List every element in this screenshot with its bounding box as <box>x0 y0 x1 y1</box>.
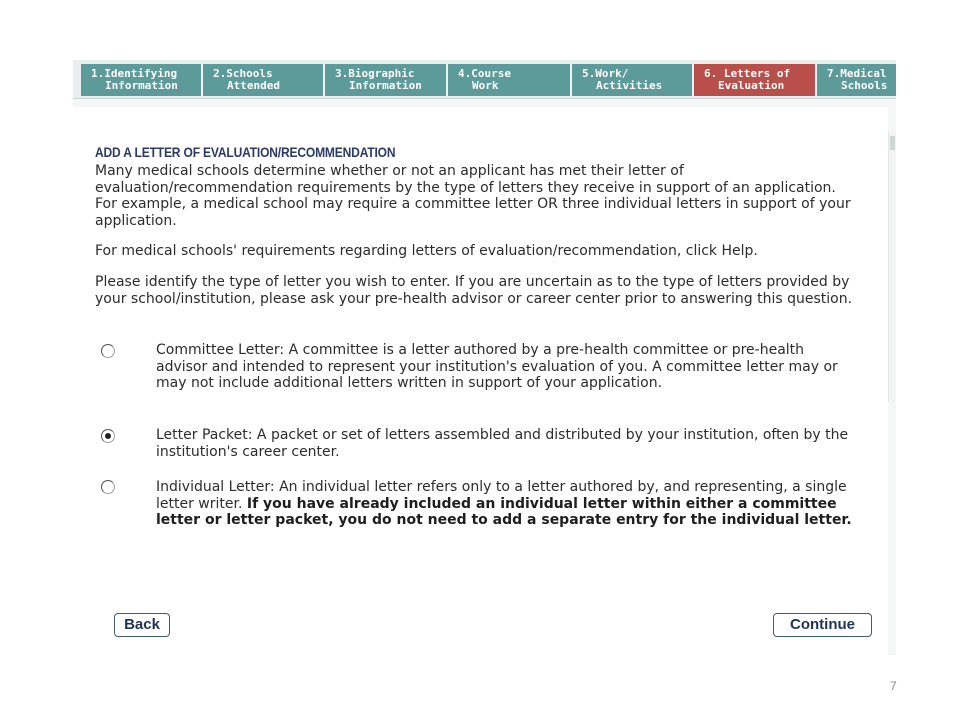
tab-course-work[interactable] <box>448 64 572 96</box>
tab-line1: 3.Biographic <box>335 67 415 80</box>
continue-button[interactable]: Continue <box>773 613 872 637</box>
scrollbar[interactable] <box>888 132 896 402</box>
radio-letter-packet[interactable] <box>101 429 115 443</box>
tab-line1: 6. Letters of <box>704 67 791 80</box>
page-title: ADD A LETTER OF EVALUATION/RECOMMENDATION <box>95 144 396 160</box>
slide-page-number: 7 <box>890 679 897 693</box>
tab-line1: 1.Identifying <box>91 67 178 80</box>
tab-line2: Schools <box>841 79 888 92</box>
tab-letters-of-evaluation[interactable] <box>694 64 817 96</box>
instruction-text: Please identify the type of letter you wish to enter. If you are uncertain as to the type of letters provided by your school/institution, please ask your pre-health advisor or career center prior to answering this question. <box>95 274 853 307</box>
tab-line2: Attended <box>227 79 280 92</box>
radio-individual-letter[interactable] <box>101 480 115 494</box>
radio-committee-letter[interactable] <box>101 344 115 358</box>
tab-line2: Information <box>105 79 178 92</box>
application-window <box>73 60 896 655</box>
scrollbar-thumb[interactable] <box>890 136 895 150</box>
back-button[interactable]: Back <box>114 613 170 637</box>
form-content <box>73 107 888 655</box>
tab-line1: 5.Work/ <box>582 67 629 80</box>
tab-line2: Work <box>472 79 499 92</box>
tab-line2: Information <box>349 79 422 92</box>
intro-text: Many medical schools determine whether or not an applicant has met their letter of evaluation/recommendation requirements by the type of letters they receive in support of an application. For example, a medical school may require a committee letter OR three individual letters in support of your application. <box>95 163 851 229</box>
tab-line2: Activities <box>596 79 663 92</box>
help-text: For medical schools' requirements regarding letters of evaluation/recommendation, click Help. <box>95 243 758 259</box>
tab-line1: 4.Course <box>458 67 511 80</box>
tab-line1: 7.Medical <box>827 67 887 80</box>
tab-schools-attended[interactable] <box>203 64 325 96</box>
tab-line1: 2.Schools <box>213 67 273 80</box>
option-individual-letter-plain: Individual Letter: An individual letter refers only to a letter authored by, and representing, a single letter writer. <box>156 479 847 512</box>
tab-identifying-information[interactable] <box>81 64 203 96</box>
tab-medical-schools[interactable] <box>817 64 896 96</box>
step-tab-bar <box>73 60 896 99</box>
tab-line2: Evaluation <box>718 79 785 92</box>
option-individual-letter-note: If you have already included an individual letter within either a committee letter or letter packet, you do not need to add a separate entry for the individual letter. <box>156 495 852 528</box>
radio-selected-dot <box>105 433 111 439</box>
tab-biographic-information[interactable] <box>325 64 448 96</box>
option-committee-letter-text: Committee Letter: A committee is a letter authored by a pre-health committee or pre-health advisor and intended to represent your institution's evaluation of you. A committee letter may or may not include additional letters written in support of your application. <box>156 342 838 391</box>
option-letter-packet-text: Letter Packet: A packet or set of letters assembled and distributed by your institution, often by the institution's career center. <box>156 427 849 460</box>
option-individual-letter-text <box>156 479 856 529</box>
tab-work-activities[interactable] <box>572 64 694 96</box>
